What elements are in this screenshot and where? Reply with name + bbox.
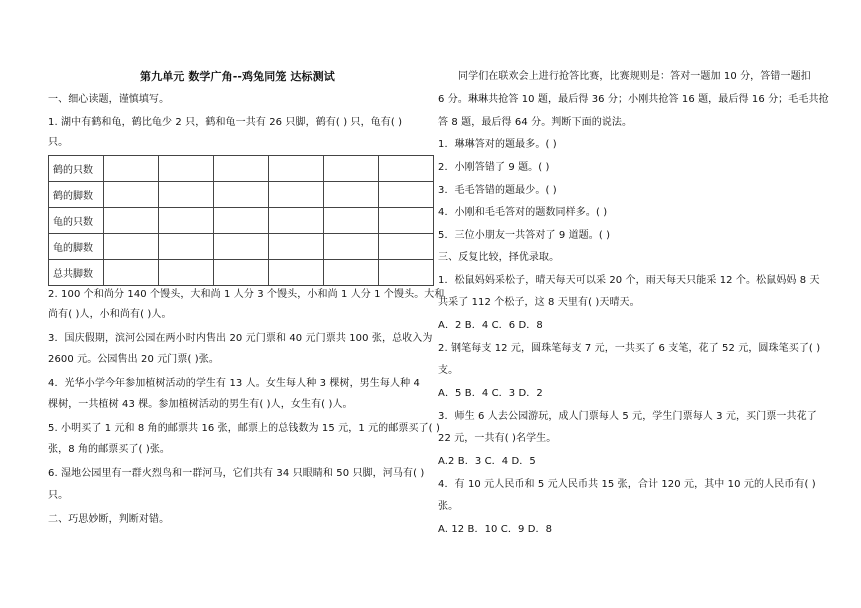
table-cell[interactable]	[379, 260, 434, 286]
choice-3-line-2: 22 元，一共有( )名学生。	[438, 433, 557, 444]
table-row	[49, 260, 434, 286]
row-label: 龟的脚数	[49, 234, 104, 260]
table-cell[interactable]	[324, 260, 379, 286]
table-cell[interactable]	[324, 156, 379, 182]
table-cell[interactable]	[104, 260, 159, 286]
table-cell[interactable]	[214, 156, 269, 182]
table-cell[interactable]	[379, 156, 434, 182]
table-cell[interactable]	[324, 234, 379, 260]
table-cell[interactable]	[269, 156, 324, 182]
question-5-line-2: 张，8 角的邮票买了( )张。	[48, 444, 171, 455]
table-cell[interactable]	[214, 182, 269, 208]
table-cell[interactable]	[159, 182, 214, 208]
table-cell[interactable]	[324, 182, 379, 208]
table-row	[49, 182, 434, 208]
table-cell[interactable]	[104, 156, 159, 182]
table-row	[49, 156, 434, 182]
passage-line-3: 答 8 题，最后得 64 分。判断下面的说法。	[438, 117, 633, 128]
table-cell[interactable]	[159, 156, 214, 182]
row-label: 鹤的只数	[49, 156, 104, 182]
page-title: 第九单元 数学广角--鸡兔同笼 达标测试	[140, 70, 335, 83]
table-cell[interactable]	[159, 234, 214, 260]
table-cell[interactable]	[104, 182, 159, 208]
table-cell[interactable]	[379, 182, 434, 208]
question-6-line-2: 只。	[48, 490, 69, 501]
table-cell[interactable]	[214, 208, 269, 234]
table-row	[49, 234, 434, 260]
choice-2-line-1: 2. 钢笔每支 12 元，圆珠笔每支 7 元，一共买了 6 支笔，花了 52 元，圆珠笔买了( )	[438, 343, 821, 354]
section-1-heading: 一、细心读题，谨慎填写。	[48, 94, 170, 105]
table-cell[interactable]	[379, 234, 434, 260]
question-3-line-1: 3．国庆假期，滨河公园在两小时内售出 20 元门票和 40 元门票共 100 张，总收入为	[48, 333, 433, 344]
choice-2-options: A．5 B．4 C．3 D．2	[438, 388, 543, 399]
table-cell[interactable]	[214, 234, 269, 260]
question-2-line-1: 2. 100 个和尚分 140 个馒头，大和尚 1 人分 3 个馒头，小和尚 1 人分 1 个馒头。大和	[48, 289, 445, 300]
judge-item-1: 1．琳琳答对的题最多。( )	[438, 139, 557, 150]
section-3-heading: 三、反复比较，择优录取。	[438, 252, 560, 263]
answer-table	[48, 155, 434, 286]
table-row	[49, 208, 434, 234]
choice-4-options: A. 12 B．10 C．9 D．8	[438, 524, 553, 535]
passage-line-2: 6 分。琳琳共抢答 10 题，最后得 36 分；小刚共抢答 16 题，最后得 16 分；毛毛共抢	[438, 94, 829, 105]
judge-item-3: 3．毛毛答错的题最少。( )	[438, 185, 557, 196]
table-cell[interactable]	[159, 208, 214, 234]
choice-1-line-1: 1．松鼠妈妈采松子，晴天每天可以采 20 个，雨天每天只能采 12 个。松鼠妈妈 8 天	[438, 275, 820, 286]
table-cell[interactable]	[324, 208, 379, 234]
question-5-line-1: 5. 小明买了 1 元和 8 角的邮票共 16 张，邮票上的总钱数为 15 元，1 元的邮票买了( )	[48, 423, 440, 434]
choice-2-line-2: 支。	[438, 365, 459, 376]
table-cell[interactable]	[269, 208, 324, 234]
table-cell[interactable]	[159, 260, 214, 286]
question-6-line-1: 6. 湿地公园里有一群火烈鸟和一群河马，它们共有 34 只眼睛和 50 只脚，河马有( )	[48, 468, 425, 479]
table-cell[interactable]	[104, 208, 159, 234]
choice-4-line-1: 4．有 10 元人民币和 5 元人民币共 15 张，合计 120 元，其中 10 元的人民币有( )	[438, 479, 816, 490]
table-cell[interactable]	[269, 182, 324, 208]
judge-item-2: 2．小刚答错了 9 题。( )	[438, 162, 550, 173]
question-2-line-2: 尚有( )人，小和尚有( )人。	[48, 309, 172, 320]
table-cell[interactable]	[379, 208, 434, 234]
question-1-line-1: 1. 湖中有鹤和龟，鹤比龟少 2 只，鹤和龟一共有 26 只脚，鹤有( ) 只，龟有( )	[48, 117, 403, 128]
row-label: 龟的只数	[49, 208, 104, 234]
question-1-line-2: 只。	[48, 137, 69, 148]
table-cell[interactable]	[104, 234, 159, 260]
choice-4-line-2: 张。	[438, 501, 459, 512]
passage-line-1: 同学们在联欢会上进行抢答比赛，比赛规则是：答对一题加 10 分，答错一题扣	[458, 71, 811, 82]
judge-item-5: 5．三位小朋友一共答对了 9 道题。( )	[438, 230, 611, 241]
question-4-line-1: 4．光华小学今年参加植树活动的学生有 13 人。女生每人种 3 棵树，男生每人种 4	[48, 378, 420, 389]
choice-3-line-1: 3．师生 6 人去公园游玩，成人门票每人 5 元，学生门票每人 3 元，买门票一共花了	[438, 411, 817, 422]
choice-1-options: A．2 B．4 C．6 D．8	[438, 320, 543, 331]
table-cell[interactable]	[269, 234, 324, 260]
section-2-heading: 二、巧思妙断，判断对错。	[48, 514, 170, 525]
row-label: 鹤的脚数	[49, 182, 104, 208]
question-4-line-2: 棵树，一共植树 43 棵。参加植树活动的男生有( )人，女生有( )人。	[48, 399, 353, 410]
choice-1-line-2: 共采了 112 个松子，这 8 天里有( )天晴天。	[438, 297, 640, 308]
row-label: 总共脚数	[49, 260, 104, 286]
table-cell[interactable]	[269, 260, 324, 286]
judge-item-4: 4．小刚和毛毛答对的题数同样多。( )	[438, 207, 608, 218]
table-cell[interactable]	[214, 260, 269, 286]
question-3-line-2: 2600 元。公园售出 20 元门票( )张。	[48, 354, 219, 365]
choice-3-options: A.2 B．3 C．4 D．5	[438, 456, 536, 467]
